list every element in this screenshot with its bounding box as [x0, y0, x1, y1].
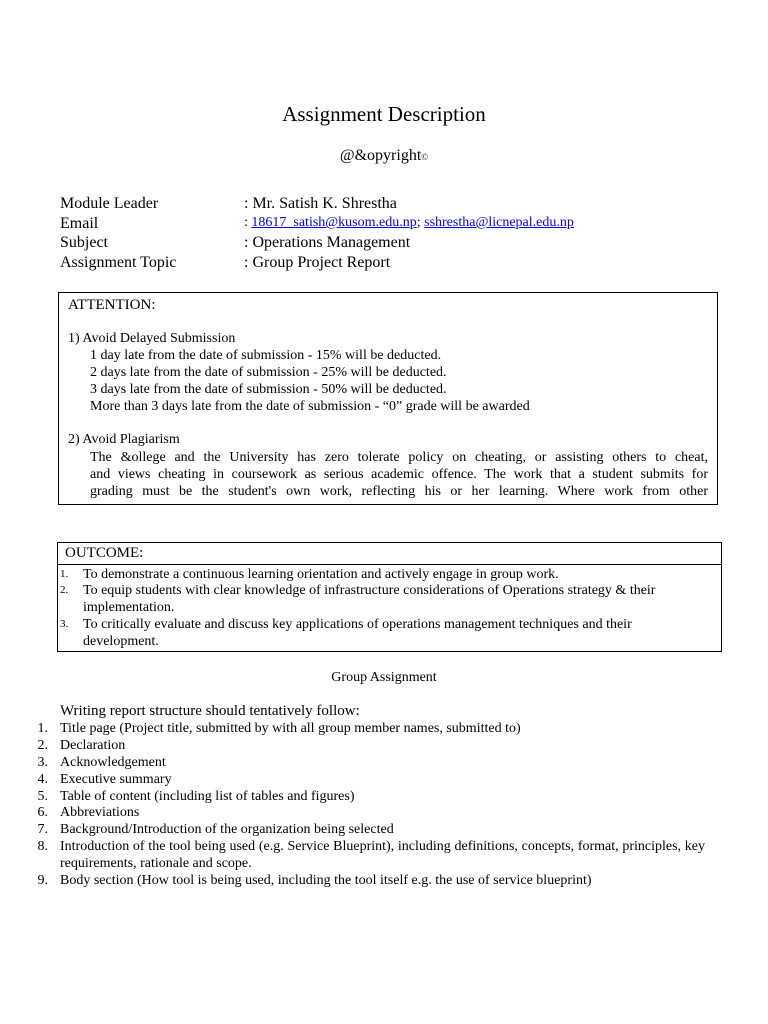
- plagiarism-line: and views cheating in coursework as serious academic offence. The work that a student submits for: [90, 467, 708, 482]
- email-separator: ;: [416, 215, 425, 230]
- outcome-text: To equip students with clear knowledge of infrastructure considerations of Operations strategy & their implementation.: [83, 583, 656, 615]
- item-text: Body section (How tool is being used, including the tool itself e.g. the use of service blueprint): [60, 873, 592, 888]
- structure-item: [0, 737, 768, 754]
- section-title-plagiarism: 2) Avoid Plagiarism: [68, 432, 180, 447]
- outcome-number: 3.: [60, 618, 69, 630]
- item-text: Acknowledgement: [60, 755, 166, 770]
- info-value: : Group Project Report: [244, 254, 391, 271]
- item-number: 5.: [37, 789, 48, 804]
- structure-item: [0, 771, 768, 788]
- item-text: Abbreviations: [60, 805, 140, 820]
- item-number: 1.: [37, 721, 48, 736]
- outcome-box: [57, 542, 722, 652]
- plagiarism-line: grading must be the student's own work, reflecting his or her learning. Where work from other: [90, 484, 708, 499]
- attention-heading: ATTENTION:: [68, 297, 156, 313]
- plagiarism-line: The &ollege and the University has zero tolerate policy on cheating, or assisting others to cheat,: [90, 450, 708, 465]
- structure-item: [0, 720, 768, 737]
- penalty-line: More than 3 days late from the date of submission - “0” grade will be awarded: [90, 399, 530, 414]
- copyright-symbol: ©: [421, 152, 429, 162]
- group-assignment-title: Group Assignment: [331, 670, 437, 685]
- penalty-line: 3 days late from the date of submission - 50% will be deducted.: [90, 382, 447, 397]
- email-link-2[interactable]: sshrestha@licnepal.edu.np: [424, 215, 574, 230]
- info-label: Module Leader: [60, 195, 159, 212]
- item-number: 8.: [37, 839, 48, 854]
- info-value: : Mr. Satish K. Shrestha: [244, 195, 397, 212]
- item-text: Background/Introduction of the organization being selected: [60, 822, 394, 837]
- penalty-line: 2 days late from the date of submission - 25% will be deducted.: [90, 365, 447, 380]
- item-text: Table of content (including list of tables and figures): [60, 789, 355, 804]
- info-label: Assignment Topic: [60, 254, 177, 271]
- attention-box: [58, 292, 718, 505]
- structure-item: [0, 804, 768, 821]
- structure-item: [0, 838, 768, 872]
- item-number: 7.: [37, 822, 48, 837]
- copyright-line: [0, 147, 768, 165]
- structure-item: [0, 821, 768, 838]
- outcome-text: To critically evaluate and discuss key applications of operations management techniques and their development.: [83, 617, 632, 649]
- item-text: Executive summary: [60, 772, 172, 787]
- item-number: 4.: [37, 772, 48, 787]
- structure-item: [0, 754, 768, 771]
- item-text: Title page (Project title, submitted by with all group member names, submitted to): [60, 721, 521, 736]
- item-text: Introduction of the tool being used (e.g. Service Blueprint), including definitions, concepts, format, principles, key requirements, rationale and scope.: [60, 839, 705, 871]
- copyright-text: @&opyright: [339, 147, 422, 164]
- info-label: Email: [60, 215, 99, 232]
- outcome-number: 2.: [60, 584, 69, 596]
- penalty-line: 1 day late from the date of submission - 15% will be deducted.: [90, 348, 442, 363]
- section-title-delayed-submission: 1) Avoid Delayed Submission: [68, 331, 236, 346]
- email-prefix: :: [244, 215, 252, 230]
- item-number: 2.: [37, 738, 48, 753]
- structure-item: [0, 872, 768, 889]
- item-number: 3.: [37, 755, 48, 770]
- outcome-text: To demonstrate a continuous learning orientation and actively engage in group work.: [83, 567, 559, 582]
- structure-item: [0, 788, 768, 805]
- outcome-number: 1.: [60, 568, 69, 580]
- info-value: : Operations Management: [244, 234, 411, 251]
- document-title: Assignment Description: [282, 102, 486, 126]
- info-label: Subject: [60, 234, 108, 251]
- info-value-emails: [244, 215, 574, 231]
- item-text: Declaration: [60, 738, 126, 753]
- outcome-heading: OUTCOME:: [58, 543, 721, 565]
- structure-intro: Writing report structure should tentatively follow:: [60, 703, 360, 719]
- email-link-1[interactable]: 18617_satish@kusom.edu.np: [251, 215, 417, 230]
- item-number: 9.: [37, 873, 48, 888]
- item-number: 6.: [37, 805, 48, 820]
